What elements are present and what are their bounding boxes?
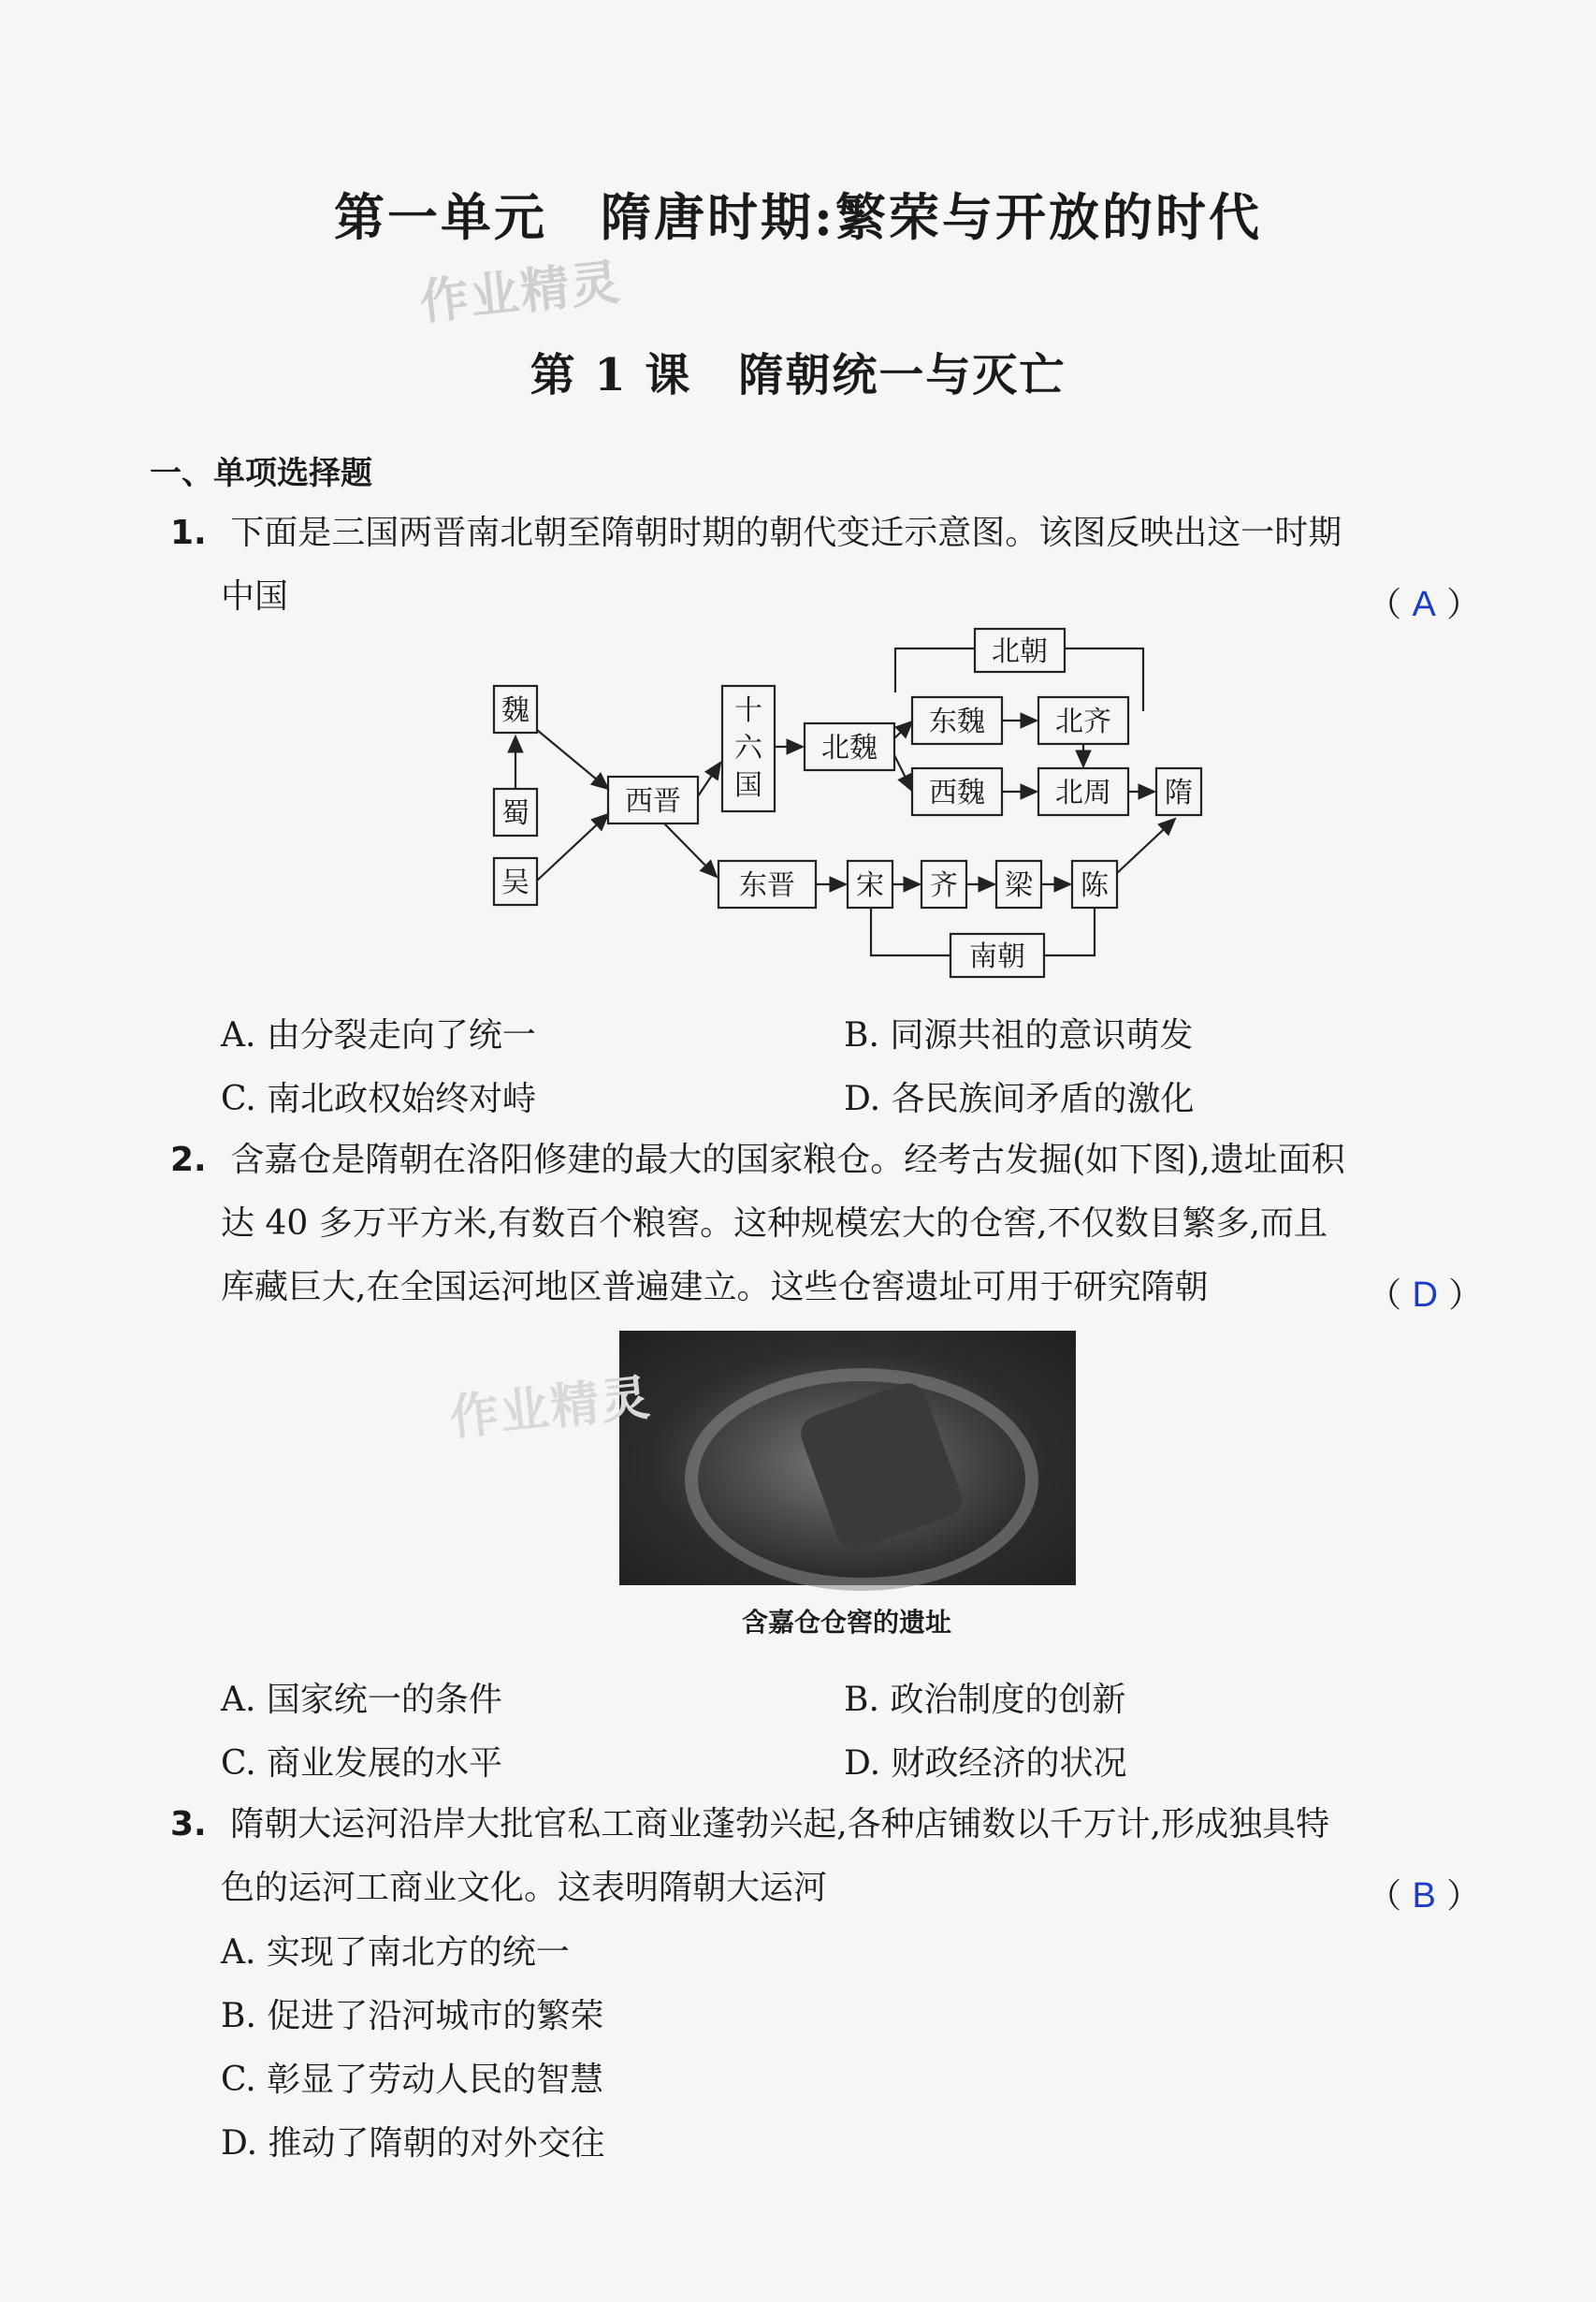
label-xiwei: 西魏 bbox=[929, 777, 985, 809]
answer-slot: （ A ） bbox=[1368, 585, 1481, 624]
question-text-line: 色的运河工商业文化。这表明隋朝大运河 bbox=[221, 1869, 828, 1907]
option-c: C. 彰显了劳动人民的智慧 bbox=[221, 2061, 604, 2099]
question-text-line: 库藏巨大,在全国运河地区普遍建立。这些仓窖遗址可用于研究隋朝 bbox=[221, 1268, 1209, 1306]
label-shu: 蜀 bbox=[501, 797, 530, 830]
answer-letter: A bbox=[1412, 585, 1436, 624]
question-number: 3. bbox=[170, 1805, 207, 1843]
label-qi: 齐 bbox=[930, 869, 958, 902]
label-sixteen-1: 十 bbox=[734, 694, 762, 727]
lesson-title: 第 1 课 隋朝统一与灭亡 bbox=[530, 349, 1066, 401]
question-text: 含嘉仓是隋朝在洛阳修建的最大的国家粮仓。经考古发掘(如下图),遗址面积 bbox=[230, 1141, 1345, 1179]
label-chen: 陈 bbox=[1081, 869, 1109, 902]
option-c: C. 商业发展的水平 bbox=[221, 1744, 503, 1783]
option-c: C. 南北政权始终对峙 bbox=[221, 1080, 537, 1118]
label-dongwei: 东魏 bbox=[929, 706, 985, 738]
label-liang: 梁 bbox=[1005, 869, 1033, 902]
option-b: B. 同源共祖的意识萌发 bbox=[844, 1016, 1194, 1055]
option-b: B. 政治制度的创新 bbox=[844, 1681, 1126, 1719]
label-song: 宋 bbox=[856, 869, 884, 902]
granary-photo bbox=[619, 1331, 1076, 1585]
option-d: D. 财政经济的状况 bbox=[844, 1744, 1127, 1783]
option-b: B. 促进了沿河城市的繁荣 bbox=[221, 1997, 604, 2035]
option-a: A. 由分裂走向了统一 bbox=[221, 1016, 536, 1055]
question-text: 隋朝大运河沿岸大批官私工商业蓬勃兴起,各种店铺数以千万计,形成独具特 bbox=[230, 1805, 1330, 1843]
question-3 bbox=[170, 1793, 1329, 1857]
option-d: D. 推动了隋朝的对外交往 bbox=[221, 2124, 605, 2163]
question-1 bbox=[170, 502, 1342, 565]
watermark: 作业精灵 bbox=[417, 254, 625, 332]
answer-slot: （ D ） bbox=[1368, 1275, 1483, 1315]
question-text-line: 达 40 多万平方米,有数百个粮窖。这种规模宏大的仓窖,不仅数目繁多,而且 bbox=[221, 1204, 1328, 1243]
label-sui: 隋 bbox=[1165, 777, 1193, 809]
label-dongjin: 东晋 bbox=[739, 869, 795, 902]
label-beiqi: 北齐 bbox=[1055, 706, 1111, 738]
answer-slot: （ B ） bbox=[1368, 1876, 1481, 1916]
option-d: D. 各民族间矛盾的激化 bbox=[844, 1080, 1195, 1118]
photo-caption: 含嘉仓仓窖的遗址 bbox=[741, 1607, 951, 1638]
label-beiwei: 北魏 bbox=[821, 732, 878, 765]
answer-letter: D bbox=[1412, 1275, 1438, 1315]
question-number: 2. bbox=[170, 1141, 207, 1179]
label-wei: 魏 bbox=[501, 694, 530, 727]
question-text: 下面是三国两晋南北朝至隋朝时期的朝代变迁示意图。该图反映出这一时期 bbox=[230, 514, 1342, 552]
watermark: 作业精灵 bbox=[447, 1369, 655, 1448]
unit-title: 第一单元 隋唐时期:繁荣与开放的时代 bbox=[334, 187, 1262, 247]
label-beichao: 北朝 bbox=[992, 635, 1048, 668]
option-a: A. 实现了南北方的统一 bbox=[221, 1933, 570, 1972]
label-sixteen-3: 国 bbox=[734, 769, 762, 802]
section-title: 一、单项选择题 bbox=[150, 455, 372, 492]
question-text-line: 中国 bbox=[221, 577, 289, 616]
option-a: A. 国家统一的条件 bbox=[221, 1681, 502, 1719]
answer-letter: B bbox=[1412, 1876, 1436, 1916]
question-2 bbox=[170, 1129, 1345, 1192]
label-sixteen-2: 六 bbox=[734, 732, 762, 765]
label-wu: 吴 bbox=[501, 867, 530, 899]
label-sixteen-kingdoms bbox=[734, 694, 763, 802]
label-beizhou: 北周 bbox=[1055, 777, 1111, 809]
dynasty-diagram bbox=[486, 622, 1226, 987]
question-number: 1. bbox=[170, 514, 207, 552]
label-xijin: 西晋 bbox=[625, 785, 681, 818]
label-nanchao: 南朝 bbox=[969, 940, 1025, 973]
